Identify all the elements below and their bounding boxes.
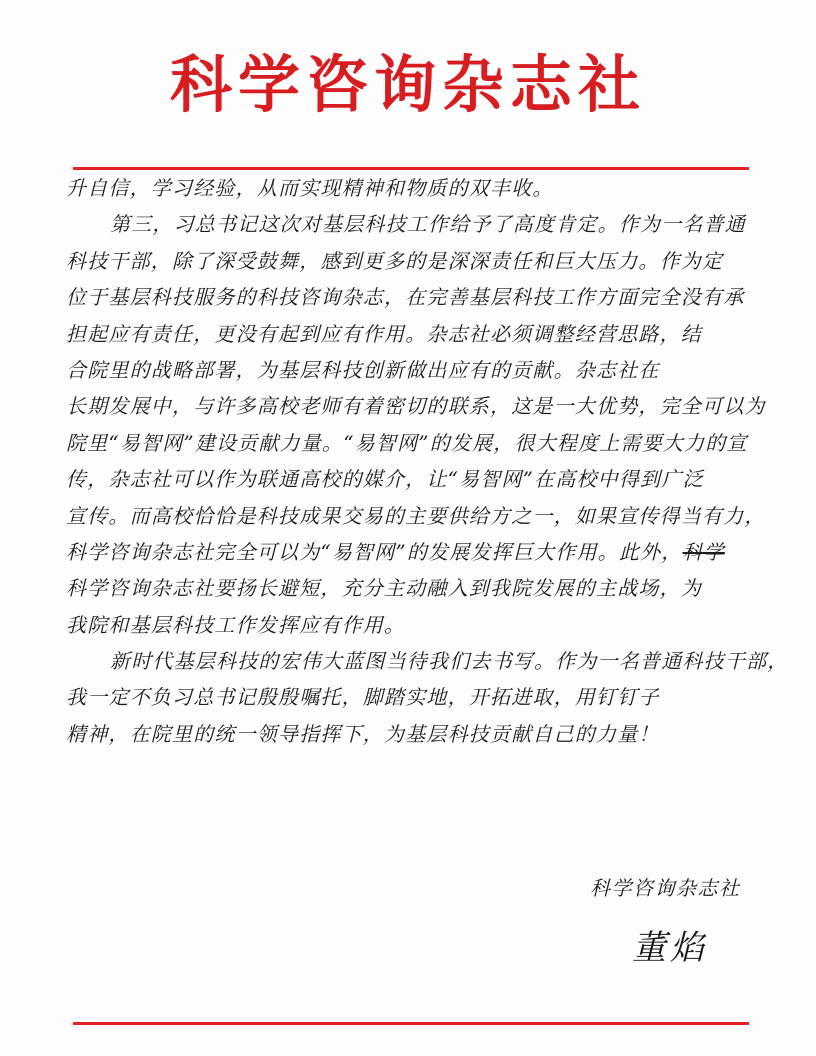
letter-line: 担起应有责任，更没有起到应有作用。杂志社必须调整经营思路，结 — [66, 321, 702, 346]
letter-line: 升自信，学习经验，从而实现精神和物质的双丰收。 — [66, 176, 554, 200]
letter-line: 我院和基层科技工作发挥应有作用。 — [66, 612, 406, 637]
letter-line-with-strike — [66, 534, 776, 570]
letter-line: 精神，在院里的统一领导指挥下，为基层科技贡献自己的力量！ — [66, 721, 660, 746]
signature-name: 董焰 — [632, 928, 708, 968]
letter-line: 科技干部，除了深受鼓舞，感到更多的是深深责任和巨大压力。作为定 — [66, 248, 724, 273]
letter-line-text: 科学咨询杂志社完全可以为“易智网”的发展发挥巨大作用。此外， — [66, 539, 683, 564]
letter-line: 第三，习总书记这次对基层科技工作给予了高度肯定。作为一名普通 — [110, 212, 746, 237]
signature-organization: 科学咨询杂志社 — [590, 876, 741, 900]
letter-body — [66, 170, 789, 752]
letter-line: 新时代基层科技的宏伟大蓝图当待我们去书写。作为一名普通科技干部， — [110, 649, 789, 674]
letter-line: 科学咨询杂志社要扬长避短，充分主动融入到我院发展的主战场，为 — [66, 576, 702, 601]
struck-out-word: 科学 — [682, 539, 725, 564]
letter-line: 宣传。而高校恰恰是科技成果交易的主要供给方之一，如果宣传得当有力， — [66, 503, 766, 528]
letter-line: 合院里的战略部署，为基层科技创新做出应有的贡献。杂志社在 — [66, 357, 660, 382]
letter-line: 位于基层科技服务的科技咨询杂志，在完善基层科技工作方面完全没有承 — [66, 285, 745, 310]
letterhead-title: 科学咨询杂志社 — [169, 48, 646, 121]
letter-line: 长期发展中，与许多高校老师有着密切的联系，这是一大优势，完全可以为 — [66, 394, 766, 419]
footer-rule — [73, 1022, 749, 1025]
letter-line: 院里“易智网”建设贡献力量。“易智网”的发展，很大程度上需要大力的宣 — [66, 430, 748, 455]
letter-line: 传，杂志社可以作为联通高校的媒介，让“易智网”在高校中得到广泛 — [66, 467, 704, 492]
letter-line: 我一定不负习总书记殷殷嘱托，脚踏实地，开拓进取，用钉钉子 — [66, 685, 660, 710]
